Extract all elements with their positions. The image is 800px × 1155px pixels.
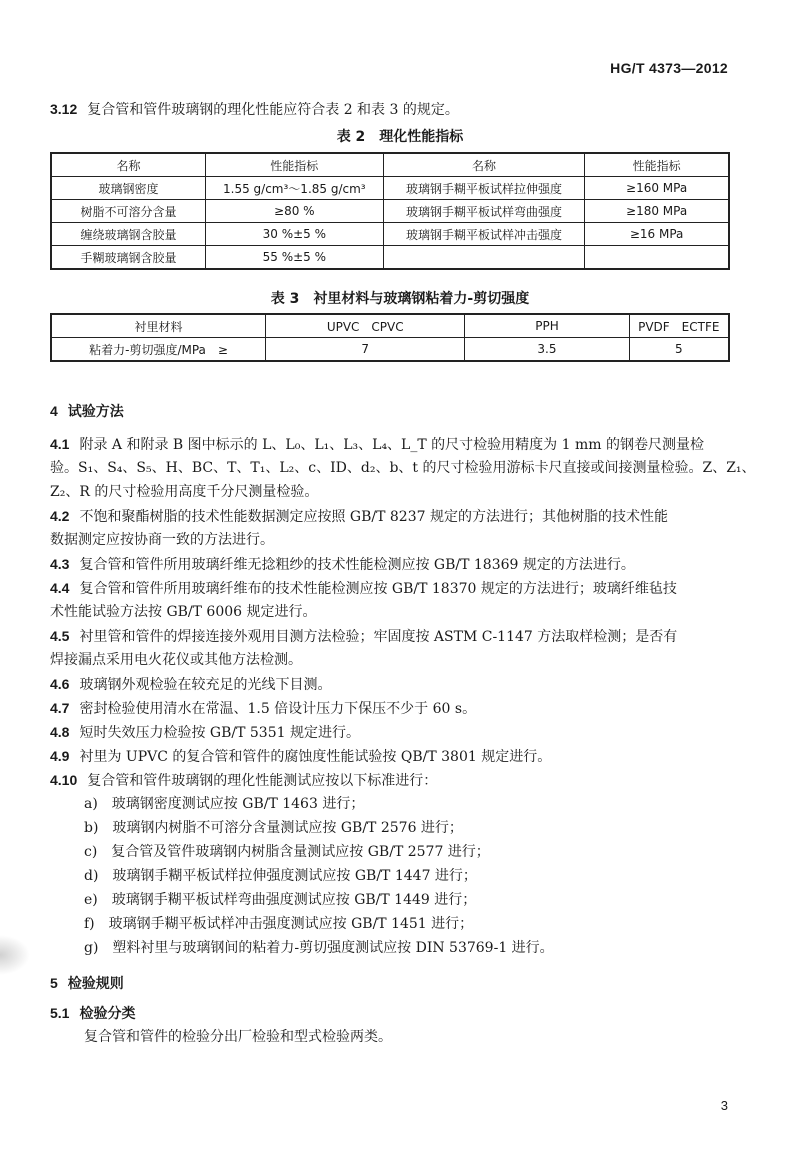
clause-4-2-line-1: [50, 505, 668, 528]
table-header-cell: UPVC CPVC: [266, 314, 465, 338]
clause-text: 附录 A 和附录 B 图中标示的 L、L₀、L₁、L₃、L₄、L_T 的尺寸检验用精度为 1 mm 的钢卷尺测量检: [79, 437, 704, 453]
table-cell: [585, 246, 729, 270]
table-3-caption: 表 3 衬里材料与玻璃钢粘着力-剪切强度: [270, 291, 530, 307]
table-header-cell: 性能指标: [585, 153, 729, 177]
table-cell: 手糊玻璃钢含胶量: [51, 246, 205, 270]
table-2-caption: 表 2 理化性能指标: [336, 129, 464, 145]
section-4-heading: [50, 400, 124, 423]
clause-text: 玻璃钢外观检验在较充足的光线下目测。: [79, 677, 332, 693]
list-item: a) 玻璃钢密度测试应按 GB/T 1463 进行；: [84, 796, 365, 812]
table-cell: 5: [629, 338, 729, 362]
table-header-cell: 名称: [51, 153, 205, 177]
table-header-cell: 性能指标: [205, 153, 383, 177]
table-header-cell: PPH: [465, 314, 629, 338]
table-header-cell: 衬里材料: [51, 314, 266, 338]
clause-number: 4.2: [50, 508, 70, 524]
clause-4-5-line-1: [50, 625, 677, 648]
section-5-heading: [50, 972, 124, 995]
list-item: e) 玻璃钢手糊平板试样弯曲强度测试应按 GB/T 1449 进行；: [84, 892, 477, 908]
clause-4-5-line-2: 焊接漏点采用电火花仪或其他方法检测。: [50, 652, 302, 668]
clause-4-4-line-2: 术性能试验方法按 GB/T 6006 规定进行。: [50, 604, 317, 620]
clause-number: 3.12: [50, 101, 78, 117]
table-3: [50, 313, 730, 362]
table-cell: ≥160 MPa: [585, 177, 729, 200]
clause-4-2-line-2: 数据测定应按协商一致的方法进行。: [50, 532, 274, 548]
list-item: b) 玻璃钢内树脂不可溶分含量测试应按 GB/T 2576 进行；: [84, 820, 463, 836]
clause-4-10: [50, 769, 437, 792]
table-header-cell: 名称: [383, 153, 585, 177]
table-cell: 3.5: [465, 338, 629, 362]
clause-number: 4.8: [50, 724, 70, 740]
table-cell: 玻璃钢手糊平板试样弯曲强度: [383, 200, 585, 223]
clause-5-1-text: 复合管和管件的检验分出厂检验和型式检验两类。: [84, 1029, 392, 1045]
clause-4-1-line-2: 验。S₁、S₄、S₅、H、BC、T、T₁、L₂、c、ID、d₂、b、t 的尺寸检验用游标卡尺直接或间接测量检验。Z、Z₁、: [50, 460, 756, 476]
clause-4-1-line-1: [50, 433, 704, 456]
clause-text: 短时失效压力检验按 GB/T 5351 规定进行。: [79, 725, 360, 741]
clause-number: 4.6: [50, 676, 70, 692]
table-cell: ≥180 MPa: [585, 200, 729, 223]
section-number: 5: [50, 975, 58, 991]
clause-text: 衬里为 UPVC 的复合管和管件的腐蚀度性能试验按 QB/T 3801 规定进行。: [79, 749, 552, 765]
clause-text: 复合管和管件所用玻璃纤维布的技术性能检测应按 GB/T 18370 规定的方法进行；玻璃纤维毡技: [79, 581, 677, 597]
table-cell: 7: [266, 338, 465, 362]
clause-4-9: [50, 745, 551, 768]
table-cell: 55 %±5 %: [205, 246, 383, 270]
clause-number: 4.3: [50, 556, 70, 572]
clause-text: 衬里管和管件的焊接连接外观用目测方法检验；牢固度按 ASTM C-1147 方法取样检测；是否有: [79, 629, 678, 645]
list-item: d) 玻璃钢手糊平板试样拉伸强度测试应按 GB/T 1447 进行；: [84, 868, 477, 884]
table-cell: 1.55 g/cm³～1.85 g/cm³: [205, 177, 383, 200]
table-cell: 缠绕玻璃钢含胶量: [51, 223, 205, 246]
standard-code: HG/T 4373—2012: [610, 60, 728, 76]
table-cell: ≥80 %: [205, 200, 383, 223]
clause-text: 密封检验使用清水在常温、1.5 倍设计压力下保压不少于 60 s。: [79, 701, 477, 717]
table-row: [51, 338, 729, 362]
clause-number: 4.5: [50, 628, 70, 644]
clause-number: 4.9: [50, 748, 70, 764]
clause-3-12: [50, 98, 459, 121]
clause-4-4-line-1: [50, 577, 677, 600]
table-cell: 粘着力-剪切强度/MPa ≥: [51, 338, 266, 362]
table-cell: 玻璃钢手糊平板试样冲击强度: [383, 223, 585, 246]
table-cell: 玻璃钢手糊平板试样拉伸强度: [383, 177, 585, 200]
table-row: [51, 200, 729, 223]
section-title: 检验规则: [67, 976, 124, 992]
table-row: [51, 246, 729, 270]
table-cell: ≥16 MPa: [585, 223, 729, 246]
table-cell: 玻璃钢密度: [51, 177, 205, 200]
table-row: [51, 223, 729, 246]
clause-number: 5.1: [50, 1005, 70, 1021]
list-item: c) 复合管及管件玻璃钢内树脂含量测试应按 GB/T 2577 进行；: [84, 844, 490, 860]
table-cell: 30 %±5 %: [205, 223, 383, 246]
clause-4-6: [50, 673, 331, 696]
clause-4-7: [50, 697, 476, 720]
list-item: f) 玻璃钢手糊平板试样冲击强度测试应按 GB/T 1451 进行；: [84, 916, 474, 932]
clause-5-1-heading: [50, 1002, 135, 1025]
table-header-row: [51, 314, 729, 338]
table-header-cell: PVDF ECTFE: [629, 314, 729, 338]
section-title: 试验方法: [67, 404, 124, 420]
clause-number: 4.4: [50, 580, 70, 596]
section-number: 4: [50, 403, 58, 419]
clause-title: 检验分类: [79, 1006, 136, 1022]
clause-number: 4.1: [50, 436, 70, 452]
table-cell: [383, 246, 585, 270]
clause-text: 复合管和管件玻璃钢的理化性能应符合表 2 和表 3 的规定。: [87, 102, 459, 118]
clause-text: 不饱和聚酯树脂的技术性能数据测定应按照 GB/T 8237 规定的方法进行；其他树脂的技术性能: [79, 509, 668, 525]
table-cell: 树脂不可溶分含量: [51, 200, 205, 223]
clause-4-1-line-3: Z₂、R 的尺寸检验用高度千分尺测量检验。: [50, 484, 319, 500]
table-header-row: [51, 153, 729, 177]
clause-4-3: [50, 553, 635, 576]
clause-number: 4.7: [50, 700, 70, 716]
clause-4-8: [50, 721, 360, 744]
page-number: 3: [720, 1098, 728, 1113]
list-item: g) 塑料衬里与玻璃钢间的粘着力-剪切强度测试应按 DIN 53769-1 进行。: [84, 940, 554, 956]
clause-text: 复合管和管件所用玻璃纤维无捻粗纱的技术性能检测应按 GB/T 18369 规定的方法进行。: [79, 557, 635, 573]
table-row: [51, 177, 729, 200]
clause-number: 4.10: [50, 772, 78, 788]
clause-text: 复合管和管件玻璃钢的理化性能测试应按以下标准进行：: [87, 773, 438, 789]
table-2: [50, 152, 730, 270]
scan-artifact: [0, 935, 30, 975]
